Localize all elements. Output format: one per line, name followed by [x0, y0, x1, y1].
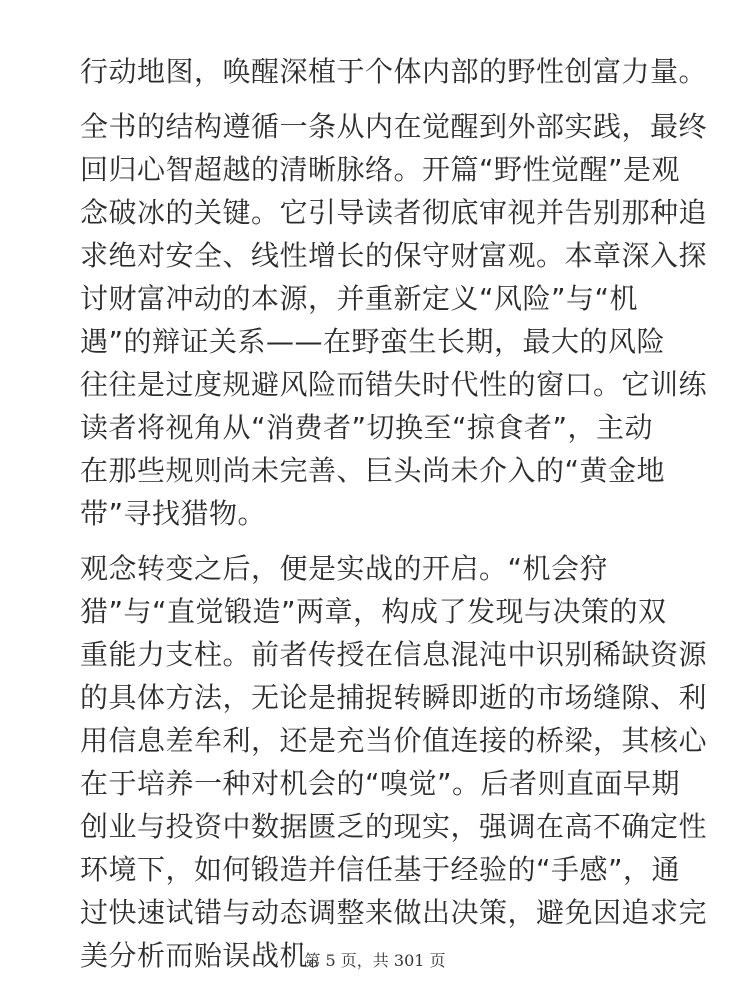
paragraph-2 — [80, 105, 708, 535]
paragraph-1 — [80, 50, 708, 93]
text-line: 遇”的辩证关系——在野蛮生长期，最大的风险 — [80, 325, 666, 358]
text-line: 美分析而贻误战机。 — [80, 939, 337, 972]
text-line: 读者将视角从“消费者”切换至“掠食者”，主动 — [80, 411, 654, 444]
text-line: 全书的结构遵循一条从内在觉醒到外部实践，最终 — [80, 110, 708, 143]
text-line: 猎”与“直觉锻造”两章，构成了发现与决策的双 — [80, 595, 667, 628]
text-line: 往往是过度规避风险而错失时代性的窗口。它训练 — [80, 368, 708, 401]
paragraph-3 — [80, 547, 708, 977]
text-line: 观念转变之后，便是实战的开启。“机会狩 — [80, 552, 609, 585]
text-line: 讨财富冲动的本源，并重新定义“风险”与“机 — [80, 282, 639, 315]
text-line: 环境下，如何锻造并信任基于经验的“手感”，通 — [80, 853, 681, 886]
text-line: 创业与投资中数据匮乏的现实，强调在高不确定性 — [80, 810, 708, 843]
text-line: 回归心智超越的清晰脉络。开篇“野性觉醒”是观 — [80, 153, 681, 186]
text-line: 用信息差牟利，还是充当价值连接的桥梁，其核心 — [80, 724, 708, 757]
text-line: 在于培养一种对机会的“嗅觉”。后者则直面早期 — [80, 767, 681, 800]
text-line: 在那些规则尚未完善、巨头尚未介入的“黄金地 — [80, 454, 666, 487]
text-line: 重能力支柱。前者传授在信息混沌中识别稀缺资源 — [80, 638, 708, 671]
page-number-footer: 第 5 页，共 301 页 — [304, 951, 446, 970]
page-body — [80, 50, 708, 989]
text-line: 行动地图，唤醒深植于个体内部的野性创富力量。 — [80, 55, 708, 88]
text-line: 带”寻找猎物。 — [80, 497, 267, 530]
text-line: 过快速试错与动态调整来做出决策，避免因追求完 — [80, 896, 708, 929]
text-line: 念破冰的关键。它引导读者彻底审视并告别那种追 — [80, 196, 708, 229]
text-line: 的具体方法，无论是捕捉转瞬即逝的市场缝隙、利 — [80, 681, 708, 714]
text-line: 求绝对安全、线性增长的保守财富观。本章深入探 — [80, 239, 708, 272]
